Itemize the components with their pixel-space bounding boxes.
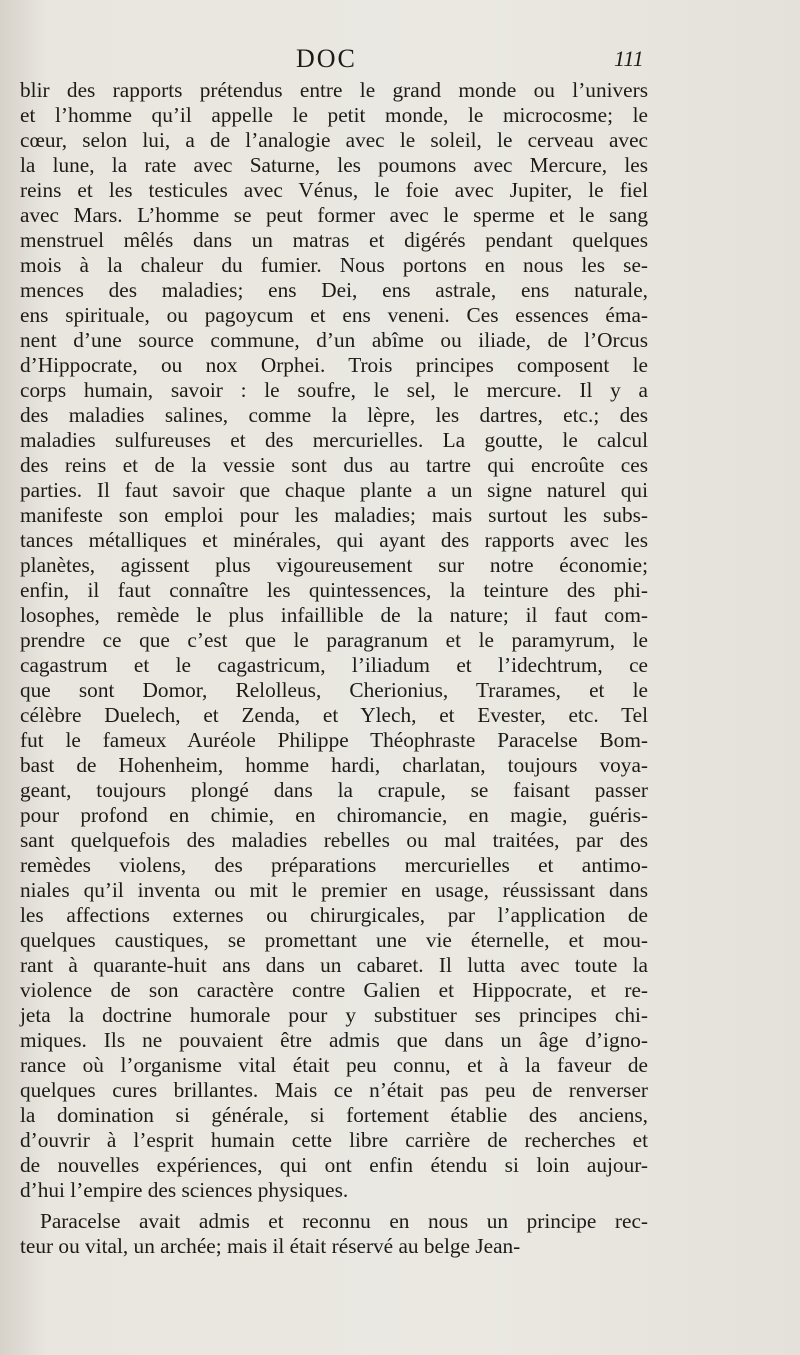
text-line: parties. Il faut savoir que chaque plante a un signe naturel qui bbox=[20, 478, 648, 502]
text-line: enfin, il faut connaître les quintessences, la teinture des phi- bbox=[20, 578, 648, 602]
text-line: jeta la doctrine humorale pour y substituer ses principes chi- bbox=[20, 1003, 648, 1027]
text-line: losophes, remède le plus infaillible de la nature; il faut com- bbox=[20, 603, 648, 627]
text-line: et l’homme qu’il appelle le petit monde, le microcosme; le bbox=[20, 103, 648, 127]
text-line: avec Mars. L’homme se peut former avec le sperme et le sang bbox=[20, 203, 648, 227]
text-line: niales qu’il inventa ou mit le premier en usage, réussissant dans bbox=[20, 878, 648, 902]
text-line: rant à quarante-huit ans dans un cabaret. Il lutta avec toute la bbox=[20, 953, 648, 977]
text-line: des maladies salines, comme la lèpre, les dartres, etc.; des bbox=[20, 403, 648, 427]
text-line: fut le fameux Auréole Philippe Théophraste Paracelse Bom- bbox=[20, 728, 648, 752]
text-line: sant quelquefois des maladies rebelles ou mal traitées, par des bbox=[20, 828, 648, 852]
text-line: cagastrum et le cagastricum, l’iliadum et l’idechtrum, ce bbox=[20, 653, 648, 677]
text-line: d’Hippocrate, ou nox Orphei. Trois principes composent le bbox=[20, 353, 648, 377]
text-line: ens spirituale, ou pagoycum et ens veneni. Ces essences éma- bbox=[20, 303, 648, 327]
paragraph bbox=[20, 78, 648, 1203]
text-line: mences des maladies; ens Dei, ens astrale, ens naturale, bbox=[20, 278, 648, 302]
running-head: DOC bbox=[296, 44, 357, 73]
text-line: manifeste son emploi pour les maladies; mais surtout les subs- bbox=[20, 503, 648, 527]
text-line: de nouvelles expériences, qui ont enfin étendu si loin aujour- bbox=[20, 1153, 648, 1177]
text-line: violence de son caractère contre Galien et Hippocrate, et re- bbox=[20, 978, 648, 1002]
text-line: mois à la chaleur du fumier. Nous portons en nous les se- bbox=[20, 253, 648, 277]
text-line: d’hui l’empire des sciences physiques. bbox=[20, 1178, 349, 1202]
text-line: prendre ce que c’est que le paragranum et le paramyrum, le bbox=[20, 628, 648, 652]
text-line: quelques caustiques, se promettant une vie éternelle, et mou- bbox=[20, 928, 648, 952]
page-number: 111 bbox=[614, 46, 644, 71]
text-line: la domination si générale, si fortement établie des anciens, bbox=[20, 1103, 648, 1127]
page-header bbox=[0, 44, 800, 78]
body-text bbox=[20, 78, 648, 1259]
text-line: miques. Ils ne pouvaient être admis que dans un âge d’igno- bbox=[20, 1028, 648, 1052]
text-line: tances métalliques et minérales, qui ayant des rapports avec les bbox=[20, 528, 648, 552]
text-line: remèdes violens, des préparations mercurielles et antimo- bbox=[20, 853, 648, 877]
text-line: rance où l’organisme vital était peu connu, et à la faveur de bbox=[20, 1053, 648, 1077]
text-line: pour profond en chimie, en chiromancie, en magie, guéris- bbox=[20, 803, 648, 827]
text-line: la lune, la rate avec Saturne, les poumons avec Mercure, les bbox=[20, 153, 648, 177]
text-line: teur ou vital, un archée; mais il était réservé au belge Jean- bbox=[20, 1234, 521, 1258]
text-line: corps humain, savoir : le soufre, le sel, le mercure. Il y a bbox=[20, 378, 648, 402]
text-line: menstruel mêlés dans un matras et digérés pendant quelques bbox=[20, 228, 648, 252]
text-line: que sont Domor, Relolleus, Cherionius, Trarames, et le bbox=[20, 678, 648, 702]
text-line: cœur, selon lui, a de l’analogie avec le soleil, le cerveau avec bbox=[20, 128, 648, 152]
text-line: des reins et de la vessie sont dus au tartre qui encroûte ces bbox=[20, 453, 648, 477]
text-line: quelques cures brillantes. Mais ce n’était pas peu de renverser bbox=[20, 1078, 648, 1102]
text-line: blir des rapports prétendus entre le grand monde ou l’univers bbox=[20, 78, 648, 102]
text-line: maladies sulfureuses et des mercurielles. La goutte, le calcul bbox=[20, 428, 648, 452]
text-line: d’ouvrir à l’esprit humain cette libre carrière de recherches et bbox=[20, 1128, 648, 1152]
text-line: les affections externes ou chirurgicales, par l’application de bbox=[20, 903, 648, 927]
text-line: reins et les testicules avec Vénus, le foie avec Jupiter, le fiel bbox=[20, 178, 648, 202]
text-line: célèbre Duelech, et Zenda, et Ylech, et Evester, etc. Tel bbox=[20, 703, 648, 727]
text-line: bast de Hohenheim, homme hardi, charlatan, toujours voya- bbox=[20, 753, 648, 777]
text-line: geant, toujours plongé dans la crapule, se faisant passer bbox=[20, 778, 648, 802]
text-line: planètes, agissent plus vigoureusement sur notre économie; bbox=[20, 553, 648, 577]
paragraph bbox=[20, 1209, 648, 1259]
text-line: nent d’une source commune, d’un abîme ou iliade, de l’Orcus bbox=[20, 328, 648, 352]
text-line: Paracelse avait admis et reconnu en nous un principe rec- bbox=[40, 1209, 648, 1233]
